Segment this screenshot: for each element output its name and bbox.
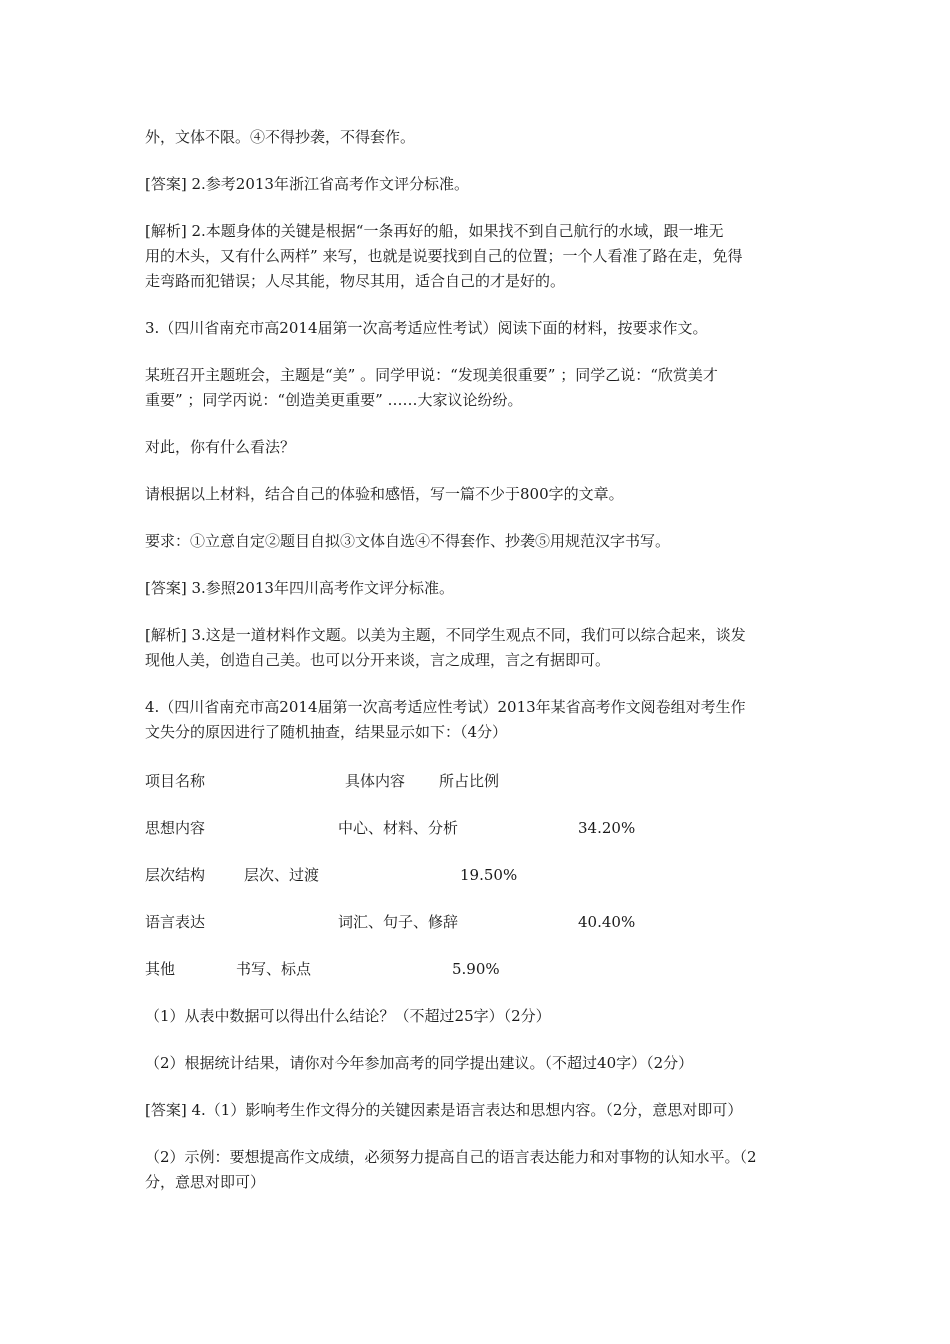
header-cell: 具体内容	[345, 772, 406, 790]
question-heading: 文失分的原因进行了随机抽查，结果显示如下：（4分）	[145, 723, 508, 741]
answer-line: [答案] 3.参照2013年四川高考作文评分标准。	[145, 579, 454, 597]
table-cell: 其他	[145, 960, 176, 978]
table-cell: 中心、材料、分析	[338, 819, 459, 837]
answer-line: [答案] 2.参考2013年浙江省高考作文评分标准。	[145, 175, 469, 193]
answer-line: [答案] 4.（1）影响考生作文得分的关键因素是语言表达和思想内容。（2分，意思对即可）	[145, 1101, 743, 1119]
analysis-line: 现他人美，创造自己美。也可以分开来谈，言之成理，言之有据即可。	[145, 651, 611, 669]
sub-question: （2）根据统计结果，请你对今年参加高考的同学提出建议。（不超过40字）（2分）	[145, 1054, 694, 1072]
table-cell: 层次结构	[145, 866, 206, 884]
table-cell: 思想内容	[145, 819, 206, 837]
table-cell: 语言表达	[145, 913, 206, 931]
requirement-line: 要求：①立意自定②题目自拟③文体自选④不得套作、抄袭⑤用规范汉字书写。	[145, 532, 671, 550]
header-cell: 所占比例	[439, 772, 500, 790]
table-cell: 层次、过渡	[244, 866, 320, 884]
header-cell: 项目名称	[145, 772, 206, 790]
table-cell: 书写、标点	[236, 960, 312, 978]
table-cell: 词汇、句子、修辞	[338, 913, 459, 931]
material-line: 某班召开主题班会，主题是“美” 。同学甲说：“发现美很重要” ；同学乙说：“欣赏美才	[145, 366, 718, 384]
prompt-line: 对此，你有什么看法？	[145, 438, 296, 456]
answer-line: 分，意思对即可）	[145, 1173, 266, 1191]
material-line: 重要” ；同学丙说：“创造美更重要” ……大家议论纷纷。	[145, 391, 523, 409]
table-cell: 19.50%	[460, 866, 518, 884]
prompt-line: 请根据以上材料，结合自己的体验和感悟，写一篇不少于800字的文章。	[145, 485, 624, 503]
analysis-line: 走弯路而犯错误；人尽其能，物尽其用，适合自己的才是好的。	[145, 272, 566, 290]
sub-question: （1）从表中数据可以得出什么结论？（不超过25字）（2分）	[145, 1007, 551, 1025]
analysis-line: [解析] 2.本题身体的关键是根据“一条再好的船，如果找不到自己航行的水域，跟一堆无	[145, 222, 724, 240]
table-cell: 40.40%	[578, 913, 636, 931]
text-line: 外，文体不限。④不得抄袭，不得套作。	[145, 128, 416, 146]
question-heading: 3.（四川省南充市高2014届第一次高考适应性考试）阅读下面的材料，按要求作文。	[145, 319, 708, 337]
analysis-line: 用的木头，又有什么两样” 来写，也就是说要找到自己的位置；一个人看准了路在走，免得	[145, 247, 743, 265]
table-cell: 5.90%	[452, 960, 500, 978]
answer-line: （2）示例：要想提高作文成绩，必须努力提高自己的语言表达能力和对事物的认知水平。（2	[145, 1148, 757, 1166]
table-cell: 34.20%	[578, 819, 636, 837]
analysis-line: [解析] 3.这是一道材料作文题。以美为主题，不同学生观点不同，我们可以综合起来，谈发	[145, 626, 746, 644]
question-heading: 4.（四川省南充市高2014届第一次高考适应性考试）2013年某省高考作文阅卷组对考生作	[145, 698, 746, 716]
